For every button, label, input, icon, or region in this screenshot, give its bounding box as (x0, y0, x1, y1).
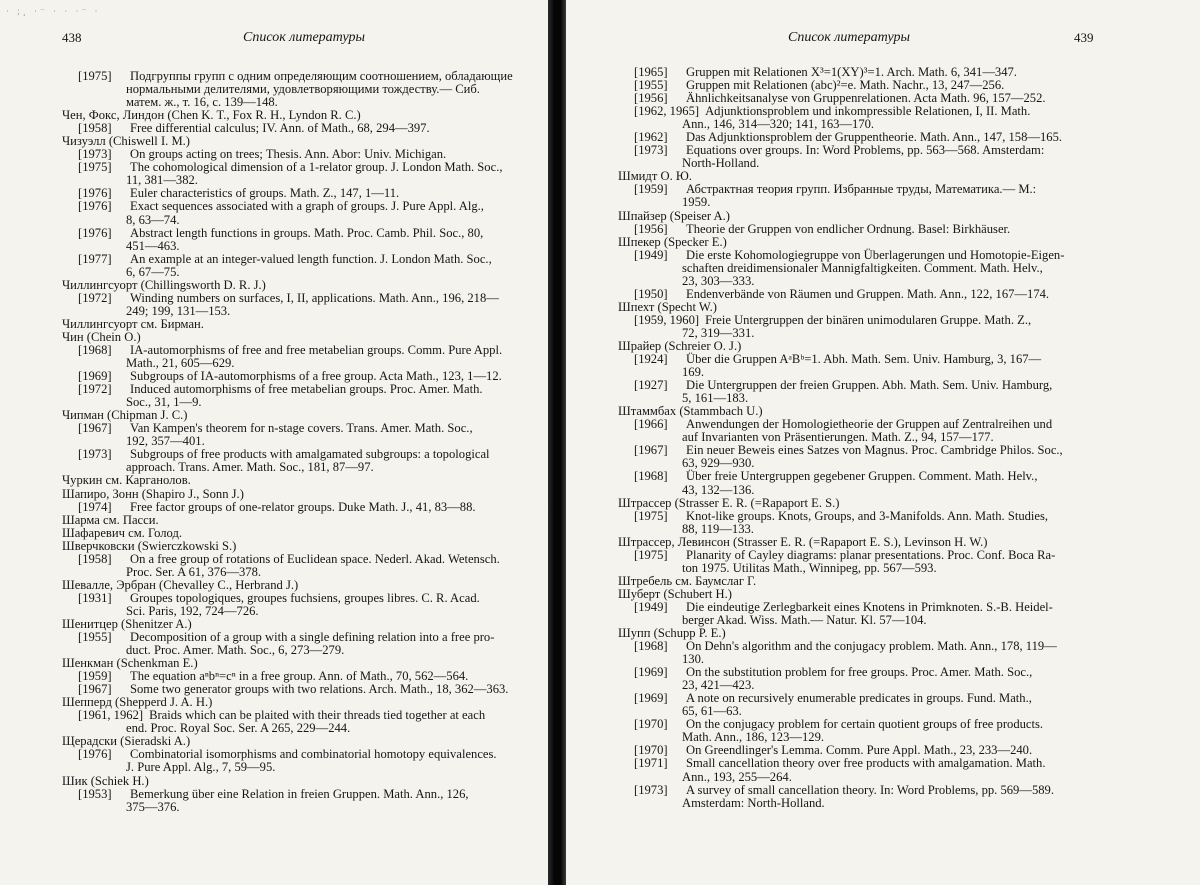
bib-entry-line (618, 757, 1064, 770)
bib-author-line: Шенкман (Schenkman E.) (62, 656, 198, 671)
bib-entry-text: The equation aⁿbⁿ=cⁿ in a free group. Ann. of Math., 70, 562—564. (130, 669, 469, 684)
bib-entry-text: Free differential calculus; IV. Ann. of Math., 68, 294—397. (130, 121, 430, 136)
bib-continuation-line: 72, 319—331. (682, 325, 755, 340)
bib-continuation-line: Proc. Ser. A 61, 376—378. (126, 564, 262, 579)
bib-entry-text: Anwendungen der Homologietheorie der Gruppen auf Zentralreihen und (686, 417, 1053, 432)
bib-continuation-line: 23, 421—423. (682, 678, 755, 693)
bib-entry-text: Winding numbers on surfaces, I, II, applications. Math. Ann., 196, 218— (130, 290, 499, 305)
bib-author-line: Чуркин см. Карганолов. (62, 473, 191, 488)
bib-entry-line (618, 601, 1064, 614)
bib-continuation-line: 5, 161—183. (682, 391, 749, 406)
bib-author-line: Шапиро, Зонн (Shapiro J., Sonn J.) (62, 486, 244, 501)
bib-entry-text: Van Kampen's theorem for n-stage covers. Trans. Amer. Math. Soc., (130, 421, 473, 436)
bib-continuation-line: berger Akad. Wiss. Math.— Natur. Kl. 57—104. (682, 612, 927, 627)
bib-author-line: Шпекер (Specker E.) (618, 234, 727, 249)
bib-entry-text: Exact sequences associated with a graph of groups. J. Pure Appl. Alg., (130, 199, 484, 214)
bib-entry-text: Induced automorphisms of free metabelian groups. Proc. Amer. Math. (130, 382, 483, 397)
bib-entry-text: Ein neuer Beweis eines Satzes von Magnus. Proc. Cambridge Philos. Soc., (686, 443, 1063, 458)
bib-entry-year: [1931] (78, 590, 112, 605)
bib-author-line: Шуберт (Schubert H.) (618, 586, 732, 601)
bib-entry-text: Endenverbände von Räumen und Gruppen. Math. Ann., 122, 167—174. (686, 286, 1050, 301)
bib-author-line: Штрассер (Strasser E. R. (=Rapaport E. S.) (618, 495, 840, 510)
bib-continuation-line: 6, 67—75. (126, 264, 180, 279)
bib-entry-line (618, 470, 1064, 483)
bib-entry-text: On a free group of rotations of Euclidean space. Nederl. Akad. Wetensch. (130, 551, 500, 566)
bib-continuation-line: North-Holland. (682, 156, 760, 171)
bib-entry-text: Über die Gruppen AᵃBᵇ=1. Abh. Math. Sem. Univ. Hamburg, 3, 167— (686, 352, 1042, 367)
bib-entry-text: Ähnlichkeitsanalyse von Gruppenrelationen. Acta Math. 96, 157—252. (686, 91, 1046, 106)
bib-continuation-line: 11, 381—382. (126, 173, 198, 188)
bib-entry-text: On the substitution problem for free groups. Proc. Amer. Math. Soc., (686, 665, 1033, 680)
bib-continuation-line: 169. (682, 365, 705, 380)
right-running-title: Список литературы (788, 30, 910, 45)
bib-continuation-line: 88, 119—133. (682, 521, 754, 536)
bib-entry-text: Абстрактная теория групп. Избранные труды, Математика.— М.: (686, 182, 1037, 197)
bib-entry-year: [1967] (78, 682, 112, 697)
bib-continuation-line: 63, 929—930. (682, 456, 755, 471)
bib-entry-line (62, 292, 513, 305)
bib-continuation-line: нормальными делителями, удовлетворяющими тождеству.— Сиб. (126, 82, 480, 97)
bib-entry-line (62, 501, 513, 514)
bib-entry-year: [1975] (634, 508, 668, 523)
bib-entry-text: Braids which can be plaited with their threads tied together at each (149, 708, 486, 723)
bib-entry-year: [1970] (634, 717, 668, 732)
book-gutter (548, 0, 566, 885)
bib-entry-line (62, 227, 513, 240)
bib-entry-text: On the conjugacy problem for certain quotient groups of free products. (686, 717, 1044, 732)
right-page (566, 0, 1200, 885)
bib-continuation-line: матем. ж., т. 16, с. 139—148. (126, 95, 278, 110)
left-bibliography (62, 70, 513, 814)
bib-entry-year: [1975] (634, 547, 668, 562)
bib-entry-text: Freie Untergruppen der binären unimodularen Gruppe. Math. Z., (705, 312, 1032, 327)
bib-entry-year: [1955] (78, 630, 112, 645)
bib-entry-year: [1971] (634, 756, 668, 771)
bib-entry-text: Theorie der Gruppen von endlicher Ordnung. Basel: Birkhäuser. (686, 221, 1011, 236)
right-bibliography (618, 66, 1064, 810)
bib-continuation-line: 65, 61—63. (682, 704, 742, 719)
bib-entry-year: [1966] (634, 417, 668, 432)
bib-author-line: Шупп (Schupp P. E.) (618, 626, 726, 641)
bib-author-line: Шенитцер (Shenitzer A.) (62, 616, 192, 631)
bib-entry-text: Groupes topologiques, groupes fuchsiens, groupes libres. C. R. Acad. (130, 590, 480, 605)
bib-continuation-line: schaften dreidimensionaler Mannigfaltigkeiten. Comment. Math. Helv., (682, 260, 1043, 275)
bib-continuation-line: 23, 303—333. (682, 273, 755, 288)
bib-entry-year: [1969] (634, 665, 668, 680)
bib-entry-line (62, 253, 513, 266)
bib-entry-line (62, 788, 513, 801)
bib-author-line: Шевалле, Эрбран (Chevalley C., Herbrand J.) (62, 577, 299, 592)
bib-entry-text: Small cancellation theory over free products with amalgamation. Math. (686, 756, 1046, 771)
bib-entry-text: On groups acting on trees; Thesis. Ann. Abor: Univ. Michigan. (130, 147, 447, 162)
bib-entry-year: [1955] (634, 78, 668, 93)
bib-entry-text: An example at an integer-valued length function. J. London Math. Soc., (130, 251, 492, 266)
bib-entry-text: Euler characteristics of groups. Math. Z., 147, 1—11. (130, 186, 400, 201)
bib-entry-year: [1972] (78, 290, 112, 305)
bib-entry-text: Subgroups of free products with amalgamated subgroups: a topological (130, 447, 490, 462)
bib-continuation-line: 249; 199, 131—153. (126, 303, 231, 318)
bib-entry-year: [1977] (78, 251, 112, 266)
bib-continuation-line: Amsterdam: North-Holland. (682, 795, 825, 810)
bib-entry-year: [1975] (78, 69, 112, 83)
bib-author-line: Штаммбах (Stammbach U.) (618, 404, 763, 419)
bib-entry-year: [1956] (634, 91, 668, 106)
bib-author-line: Штрассер, Левинсон (Strasser E. R. (=Rapaport E. S.), Levinson H. W.) (618, 534, 988, 549)
bib-continuation-line: 8, 63—74. (126, 212, 180, 227)
bib-entry-year: [1976] (78, 186, 112, 201)
bib-entry-text: Bemerkung über eine Relation in freien Gruppen. Math. Ann., 126, (130, 786, 469, 801)
bib-author-line: Чин (Chein O.) (62, 329, 141, 344)
bib-continuation-line: duct. Proc. Amer. Math. Soc., 6, 273—279. (126, 643, 345, 658)
bib-continuation-line: Ann., 146, 314—320; 141, 163—170. (682, 117, 875, 132)
bib-author-line: Шепперд (Shepperd J. A. H.) (62, 695, 213, 710)
bib-entry-text: Some two generator groups with two relations. Arch. Math., 18, 362—363. (130, 682, 509, 697)
bib-entry-year: [1973] (634, 782, 668, 797)
bib-entry-text: A note on recursively enumerable predicates in groups. Fund. Math., (686, 691, 1032, 706)
bib-entry-line (62, 200, 513, 213)
bib-continuation-line: J. Pure Appl. Alg., 7, 59—95. (126, 760, 276, 775)
bib-entry-line (62, 553, 513, 566)
bib-entry-year: [1976] (78, 199, 112, 214)
bib-entry-text: Gruppen mit Relationen (abc)²=e. Math. Nachr., 13, 247—256. (686, 78, 1005, 93)
bib-entry-text: Combinatorial isomorphisms and combinatorial homotopy equivalences. (130, 747, 497, 762)
bib-entry-year: [1927] (634, 378, 668, 393)
bib-author-line: Чиллингсуорт см. Бирман. (62, 316, 204, 331)
bib-author-line: Штребель см. Баумслаг Г. (618, 573, 757, 588)
bib-entry-year: [1968] (78, 342, 112, 357)
left-page-number: 438 (62, 30, 82, 45)
bib-entry-line (618, 549, 1064, 562)
bib-continuation-line: 375—376. (126, 799, 180, 814)
bib-entry-line (618, 784, 1064, 797)
bib-continuation-line: Sci. Paris, 192, 724—726. (126, 603, 259, 618)
bib-entry-text: IA-automorphisms of free and free metabelian groups. Comm. Pure Appl. (130, 342, 503, 357)
bib-author-line: Чен, Фокс, Линдон (Chen K. T., Fox R. H., Lyndon R. C.) (62, 108, 361, 123)
bib-entry-year: [1974] (78, 499, 112, 514)
bib-entry-text: Decomposition of a group with a single defining relation into a free pro- (130, 630, 495, 645)
bib-entry-text: Das Adjunktionsproblem der Gruppentheorie. Math. Ann., 147, 158—165. (686, 130, 1063, 145)
bib-entry-text: Adjunktionsproblem und inkompressible Relationen, I, II. Math. (705, 104, 1031, 119)
bib-continuation-line: 43, 132—136. (682, 482, 755, 497)
bib-entry-year: [1962] (634, 130, 668, 145)
bib-entry-year: [1953] (78, 786, 112, 801)
scan-marks: · ;¸ ·⁻ · · ·⁻ · (6, 6, 101, 16)
bib-entry-year: [1967] (78, 421, 112, 436)
bib-entry-text: Abstract length functions in groups. Math. Proc. Camb. Phil. Soc., 80, (130, 225, 484, 240)
bib-author-line: Шарма см. Пасси. (62, 512, 159, 527)
bib-author-line: Чизуэлл (Chiswell I. M.) (62, 134, 190, 149)
bib-continuation-line: 130. (682, 652, 705, 667)
bib-continuation-line: Ann., 193, 255—264. (682, 769, 792, 784)
bib-entry-year: [1975] (78, 160, 112, 175)
bib-continuation-line: end. Proc. Royal Soc. Ser. A 265, 229—244. (126, 721, 351, 736)
bib-author-line: Чиллингсуорт (Chillingsworth D. R. J.) (62, 277, 266, 292)
bib-continuation-line: Soc., 31, 1—9. (126, 395, 202, 410)
bib-entry-text: Die Untergruppen der freien Gruppen. Abh. Math. Sem. Univ. Hamburg, (686, 378, 1053, 393)
bib-continuation-line: Math. Ann., 186, 123—129. (682, 730, 825, 745)
bib-continuation-line: auf Invarianten von Präsentierungen. Math. Z., 94, 157—177. (682, 430, 994, 445)
bib-entry-year: [1949] (634, 599, 668, 614)
bib-continuation-line: approach. Trans. Amer. Math. Soc., 181, 87—97. (126, 460, 374, 475)
bib-entry-year: [1969] (634, 691, 668, 706)
bib-entry-year: [1970] (634, 743, 668, 758)
bib-entry-text: Subgroups of IA-automorphisms of a free group. Acta Math., 123, 1—12. (130, 369, 502, 384)
bib-author-line: Шмидт О. Ю. (618, 169, 692, 184)
bib-author-line: Шик (Schiek H.) (62, 773, 149, 788)
bib-author-line: Шпехт (Specht W.) (618, 299, 717, 314)
bib-entry-year: [1972] (78, 382, 112, 397)
bib-continuation-line: ton 1975. Utilitas Math., Winnipeg, pp. 567—593. (682, 560, 937, 575)
bib-continuation-line: Math., 21, 605—629. (126, 356, 235, 371)
bib-entry-year: [1949] (634, 247, 668, 262)
bib-entry-year: [1958] (78, 551, 112, 566)
bib-entry-year: [1950] (634, 286, 668, 301)
bib-entry-text: Gruppen mit Relationen X³=1(XY)³=1. Arch. Math. 6, 341—347. (686, 65, 1017, 79)
bib-entry-year: [1965] (634, 65, 668, 79)
bib-author-line: Шпайзер (Speiser A.) (618, 208, 730, 223)
bib-entry-text: Free factor groups of one-relator groups. Duke Math. J., 41, 83—88. (130, 499, 476, 514)
bib-entry-year: [1973] (634, 143, 668, 158)
left-running-title: Список литературы (243, 30, 365, 45)
bib-entry-year: [1968] (634, 469, 668, 484)
bib-entry-line (618, 288, 1064, 301)
bib-entry-year: [1961, 1962] (78, 708, 144, 723)
bib-entry-text: On Dehn's algorithm and the conjugacy problem. Math. Ann., 178, 119— (686, 639, 1057, 654)
bib-entry-text: Knot-like groups. Knots, Groups, and 3-Manifolds. Ann. Math. Studies, (686, 508, 1049, 523)
bib-entry-text: Подгруппы групп с одним определяющим соотношением, обладающие (130, 69, 513, 83)
bib-entry-year: [1959] (78, 669, 112, 684)
bib-entry-line (618, 249, 1064, 262)
bib-author-line: Шрайер (Schreier O. J.) (618, 338, 742, 353)
bib-entry-text: Planarity of Cayley diagrams: planar presentations. Proc. Conf. Boca Ra- (686, 547, 1056, 562)
bib-author-line: Шверчковски (Swierczkowski S.) (62, 538, 237, 553)
bib-author-line: Чипман (Chipman J. C.) (62, 408, 188, 423)
bib-entry-line (618, 223, 1064, 236)
bib-entry-text: Die eindeutige Zerlegbarkeit eines Knotens in Primknoten. S.-B. Heidel- (686, 599, 1053, 614)
bib-continuation-line: 1959. (682, 195, 711, 210)
bib-entry-text: Die erste Kohomologiegruppe von Überlagerungen und Homotopie-Eigen- (686, 247, 1065, 262)
bib-entry-text: The cohomological dimension of a 1-relator group. J. London Math. Soc., (130, 160, 503, 175)
bib-entry-year: [1962, 1965] (634, 104, 700, 119)
bib-entry-text: Equations over groups. In: Word Problems, pp. 563—568. Amsterdam: (686, 143, 1045, 158)
bib-continuation-line: 192, 357—401. (126, 434, 205, 449)
bib-entry-year: [1968] (634, 639, 668, 654)
bib-entry-year: [1959] (634, 182, 668, 197)
bib-author-line: Шафаревич см. Голод. (62, 525, 183, 540)
bib-entry-year: [1959, 1960] (634, 312, 700, 327)
bib-entry-year: [1973] (78, 447, 112, 462)
bib-entry-year: [1973] (78, 147, 112, 162)
right-page-number: 439 (1074, 30, 1094, 45)
bib-author-line: Щерадски (Sieradski A.) (62, 734, 191, 749)
left-page (0, 0, 548, 885)
bib-entry-year: [1967] (634, 443, 668, 458)
bib-entry-year: [1976] (78, 225, 112, 240)
bib-entry-line (618, 510, 1064, 523)
bib-entry-year: [1976] (78, 747, 112, 762)
bib-entry-year: [1924] (634, 352, 668, 367)
bib-entry-text: On Greendlinger's Lemma. Comm. Pure Appl. Math., 23, 233—240. (686, 743, 1033, 758)
bib-continuation-line: 451—463. (126, 238, 180, 253)
bib-entry-year: [1969] (78, 369, 112, 384)
bib-entry-line (618, 314, 1064, 327)
bib-entry-year: [1958] (78, 121, 112, 136)
bib-entry-year: [1956] (634, 221, 668, 236)
bib-entry-text: Über freie Untergruppen gegebener Gruppen. Comment. Math. Helv., (686, 469, 1038, 484)
bib-entry-text: A survey of small cancellation theory. In: Word Problems, pp. 569—589. (686, 782, 1054, 797)
bib-entry-line (62, 592, 513, 605)
